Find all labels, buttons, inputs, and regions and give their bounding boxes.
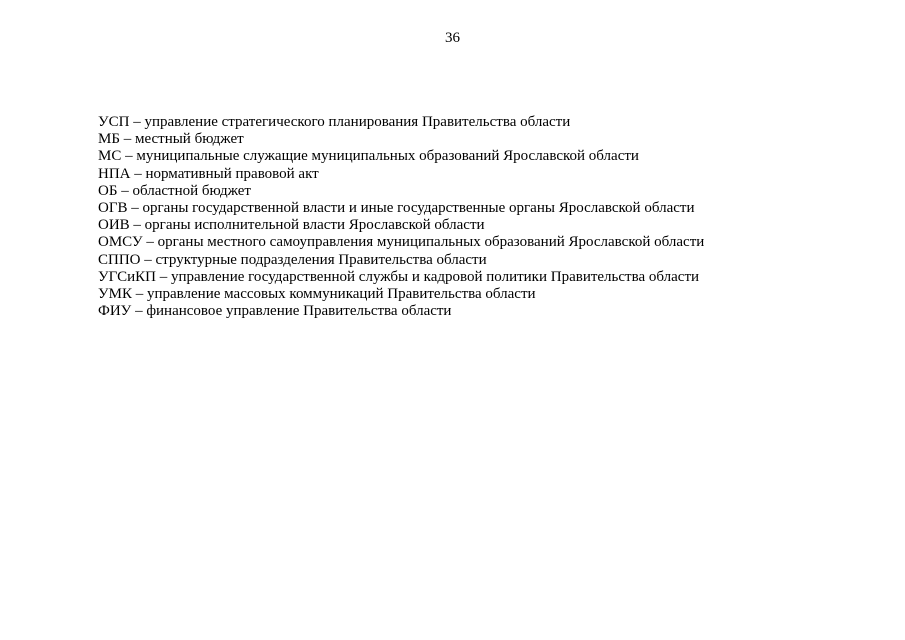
abbreviation-definition: органы исполнительной власти Ярославской области [144,217,485,234]
abbreviation-term: ОИВ [98,217,130,234]
abbreviation-term: СППО [98,251,141,268]
separator: – [129,114,145,130]
abbreviation-term: ФИУ [98,303,132,320]
abbreviation-term: МБ [98,131,120,148]
separator: – [140,251,156,268]
separator: – [130,165,146,182]
list-item [98,148,704,165]
separator: – [121,148,137,165]
list-item [98,217,704,234]
list-item [98,269,704,286]
abbreviation-definition: управление массовых коммуникаций Правительства области [146,286,536,303]
separator: – [142,234,158,251]
list-item [98,114,704,131]
abbreviation-term: ОБ [98,182,118,199]
list-item [98,303,704,320]
abbreviation-definition: органы местного самоуправления муниципальных образований Ярославской области [157,234,705,251]
abbreviation-definition: нормативный правовой акт [145,165,319,182]
separator: – [127,200,143,217]
abbreviation-term: НПА [98,165,131,182]
separator: – [129,217,145,234]
abbreviation-definition: управление государственной службы и кадровой политики Правительства области [170,268,700,285]
separator: – [117,182,133,199]
abbreviation-term: ОГВ [98,200,128,217]
abbreviation-term: УГСиКП [98,268,156,285]
abbreviation-list [98,114,704,320]
list-item [98,183,704,200]
abbreviation-term: УСП [98,114,130,130]
abbreviation-definition: областной бюджет [132,182,251,199]
abbreviation-definition: местный бюджет [134,131,244,148]
abbreviation-definition: финансовое управление Правительства области [146,303,452,320]
list-item [98,252,704,269]
abbreviation-definition: муниципальные служащие муниципальных образований Ярославской области [136,148,639,165]
list-item [98,286,704,303]
list-item [98,200,704,217]
abbreviation-definition: органы государственной власти и иные государственные органы Ярославской области [142,200,695,217]
separator: – [119,131,135,148]
separator: – [131,286,147,303]
abbreviation-definition: управление стратегического планирования Правительства области [144,114,571,130]
list-item [98,166,704,183]
page-number: 36 [445,30,460,46]
abbreviation-term: УМК [98,286,132,303]
abbreviation-definition: структурные подразделения Правительства области [155,251,487,268]
abbreviation-term: ОМСУ [98,234,143,251]
separator: – [155,268,171,285]
list-item [98,131,704,148]
separator: – [131,303,147,320]
list-item [98,234,704,251]
abbreviation-term: МС [98,148,122,165]
